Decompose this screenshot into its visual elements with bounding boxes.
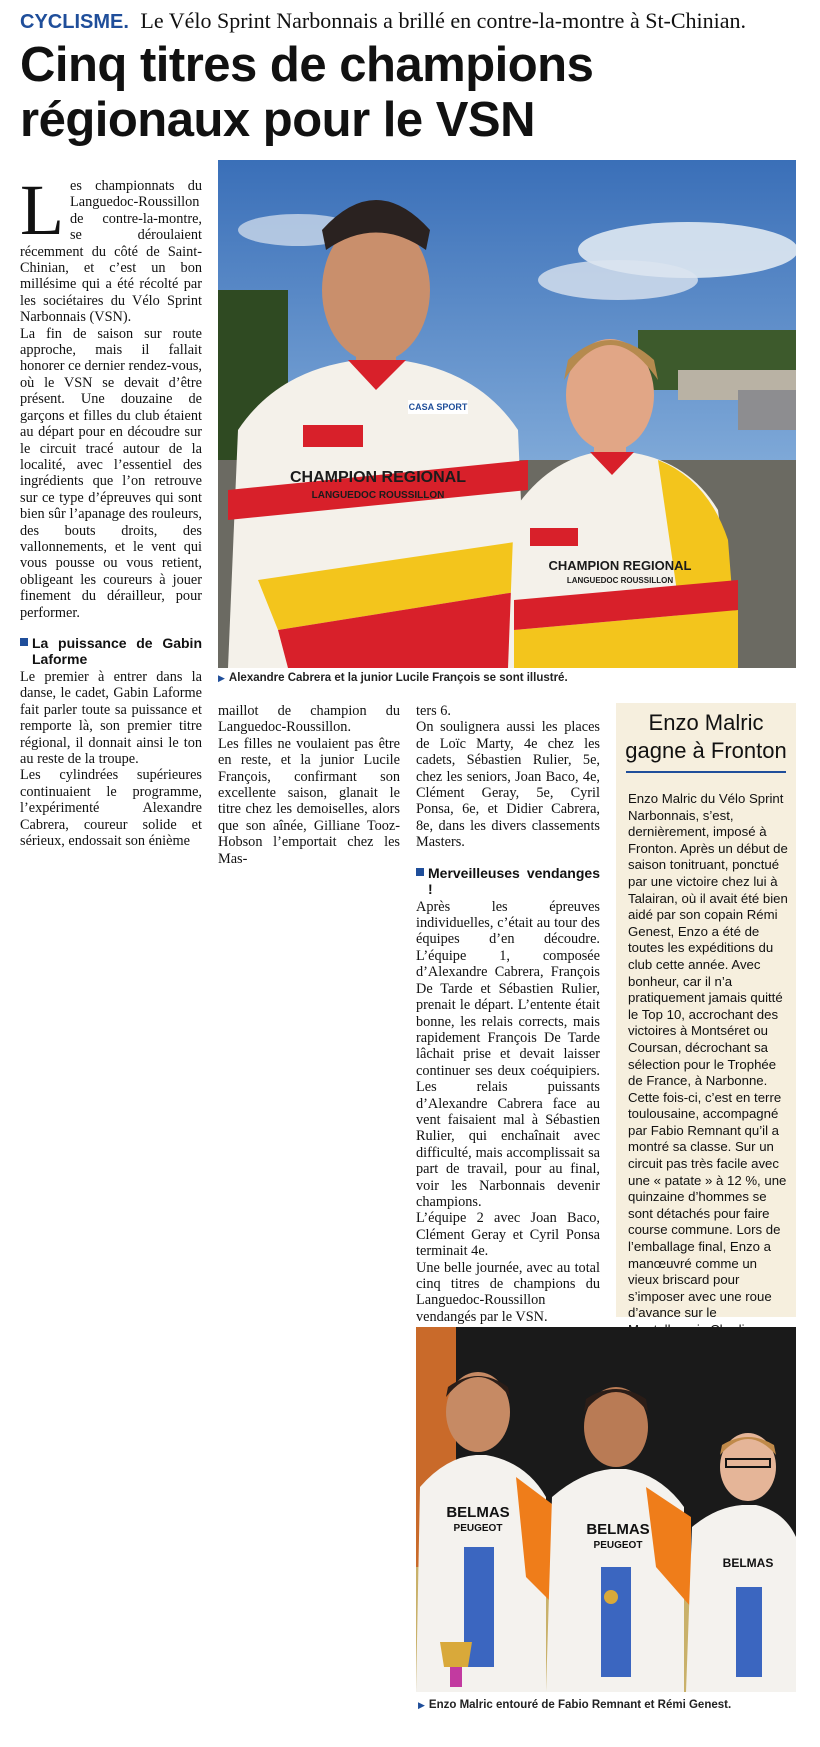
article-column-1 xyxy=(20,170,202,850)
subhead-gabin xyxy=(32,635,202,667)
article-paragraph-11: Une belle journée, avec au total cinq titres de champions du Languedoc-Roussillon vendangés par le VSN. xyxy=(416,1259,600,1325)
subhead-gabin-text: La puissance de Gabin Laforme xyxy=(32,634,202,667)
jersey-brand-left: BELMAS xyxy=(446,1504,510,1521)
sidebar-title-line-1: Enzo Malric xyxy=(648,710,764,735)
jersey-brand-right: BELMAS xyxy=(722,1556,774,1570)
article-column-2 xyxy=(218,703,400,867)
subhead-vendanges-text: Merveilleuses vendanges ! xyxy=(428,864,600,897)
jersey-peugeot-left: PEUGEOT xyxy=(453,1523,503,1534)
headline-line-1: Cinq titres de champions xyxy=(20,38,594,92)
article-paragraph-8: On soulignera aussi les places de Loïc Marty, 4e chez les cadets, Sébastien Rulier, 5e, chez les seniors, Joan Baco, 4e, Clément Geray, 5e, Cyril Ponsa, 6e, et Didier Cabrera, 8e, dans les divers classements Masters. xyxy=(416,719,600,851)
photo-enzo-image xyxy=(416,1327,796,1692)
article-paragraph-10: L’équipe 2 avec Joan Baco, Clément Geray et Cyril Ponsa terminait 4e. xyxy=(416,1210,600,1260)
sidebar-paragraph-1: Enzo Malric du Vélo Sprint Narbonnais, s’est, dernièrement, imposé à Fronton. Après un début de saison tonitruant, ponctué par une victoire chez lui à Talairan, où il avait été bien aidé par son copain Rémi Genest, Enzo a été de toutes les expéditions du club cette année. Avec bonheur, car il n’a pratiquement jamais quitté le Top 10, accrochant des victoires à Montséret ou Coursan, décrochant sa sélection pour le Trophée de France, à Narbonne. xyxy=(628,791,788,1089)
article-paragraph-5: maillot de champion du Languedoc-Roussillon. xyxy=(218,703,400,736)
article-paragraph-9: Après les épreuves individuelles, c’était au tour des équipes d’en découdre. L’équipe 1, composée d’Alexandre Cabrera, François De Tarde et Sébastien Rulier, prenait le départ. L’entente était bonne, les relais corrects, mais rapidement François De Tarde lâchait prise et devait laisser continuer ses deux coéquipiers. Les relais puissants d’Alexandre Cabrera face au vent faisaient mal à Sébastien Rulier, qui enchaînait avec difficulté, mais accomplissait sa part de travail, pour au final, voir les Narbonnais devenir champions. xyxy=(416,898,600,1210)
jersey-text-2: CHAMPION REGIONAL xyxy=(548,558,692,573)
sidebar-box xyxy=(616,703,796,1321)
sidebar-title-line-2: gagne à Fronton xyxy=(625,738,787,763)
sidebar-body xyxy=(616,791,796,1339)
article-paragraph-7: ters 6. xyxy=(416,703,451,719)
photo-champions-caption-text: Alexandre Cabrera et la junior Lucile François se sont illustré. xyxy=(228,672,568,684)
jersey-peugeot-center: PEUGEOT xyxy=(593,1540,643,1551)
subhead-square-icon xyxy=(416,868,424,876)
sponsor-text-1: CASA SPORT xyxy=(408,402,468,412)
headline xyxy=(20,38,800,148)
sidebar-paragraph-2: Cette fois-ci, c’est en terre toulousaine, accompagné par Fabio Remnant qu’il a montré sa classe. Sur un circuit pas très facile avec une « patate » à 12 %, une quinzaine d’hommes se sont détachés pour faire course commune. Lors de l’emballage final, Enzo a manœuvré comme un vieux briscard pour s’imposer avec une roue d’avance sur le xyxy=(628,1089,787,1321)
article-paragraph-3: Le premier à entrer dans la danse, le cadet, Gabin Laforme fait parler toute sa puissance et remporte là, son premier titre régional, il donnait ainsi le ton au reste de la troupe. xyxy=(20,668,202,767)
photo-champions-image xyxy=(218,160,796,668)
dropcap: L xyxy=(20,170,64,250)
caption-triangle-icon: ▶ xyxy=(418,1700,425,1710)
section-tag: CYCLISME. xyxy=(20,11,129,33)
article-column-3 xyxy=(416,703,600,1325)
sidebar-title xyxy=(616,703,796,765)
article-paragraph-1: es championnats du Languedoc-Roussillon de contre-la-montre, se déroulaient récemment du côté de Saint-Chinian, et c’est un bon millésime qui a été récolté par les sociétaires du Vélo Sprint Narbonnais (VSN). xyxy=(20,178,202,326)
kicker-text: Le Vélo Sprint Narbonnais a brillé en contre-la-montre à St-Chinian. xyxy=(140,8,747,33)
article-paragraph-2: La fin de saison sur route approche, mais il fallait honorer ce dernier rendez-vous, où le VSN se devait d’être présent. Une douzaine de garçons et filles du club étaient au départ pour en découdre sur le circuit tracé autour de la localité, avec l’essentiel des ingrédients que l’on retrouve sur ce type d’épreuves qui sont bien sûr l’apanage des rouleurs, des bouts droits, des vallonnements, et le vent qui vous pousse ou vous retient, obligeant les coureurs à jouer finement du dérailleur, pour performer. xyxy=(20,325,202,621)
article-paragraph-4: Les cylindrées supérieures continuaient le programme, l’expérimenté Alexandre Cabrera, coureur solide et sérieux, endossait son énième xyxy=(20,767,202,850)
headline-line-2: régionaux pour le VSN xyxy=(20,93,535,147)
photo-enzo-caption xyxy=(418,1699,731,1711)
kicker-line xyxy=(20,6,810,36)
subhead-vendanges xyxy=(428,865,600,897)
photo-enzo xyxy=(416,1327,796,1692)
photo-enzo-caption-text: Enzo Malric entouré de Fabio Remnant et Rémi Genest. xyxy=(428,1699,732,1711)
article-paragraph-6: Les filles ne voulaient pas être en reste, et la junior Lucile François, confirmant son excellente saison, glanait le titre chez les demoiselles, alors que son aînée, Gilliane Tooz-Hobson l’emportait chez les Mas- xyxy=(218,735,400,867)
jersey-text-1: CHAMPION REGIONAL xyxy=(290,469,466,486)
caption-triangle-icon: ▶ xyxy=(218,673,225,683)
jersey-sub-1: LANGUEDOC ROUSSILLON xyxy=(311,490,445,501)
sidebar-rule xyxy=(626,771,786,773)
jersey-brand-center: BELMAS xyxy=(586,1521,650,1538)
photo-champions-caption xyxy=(218,672,568,684)
photo-champions xyxy=(218,160,796,668)
jersey-sub-2: LANGUEDOC ROUSSILLON xyxy=(566,576,674,585)
subhead-square-icon xyxy=(20,638,28,646)
